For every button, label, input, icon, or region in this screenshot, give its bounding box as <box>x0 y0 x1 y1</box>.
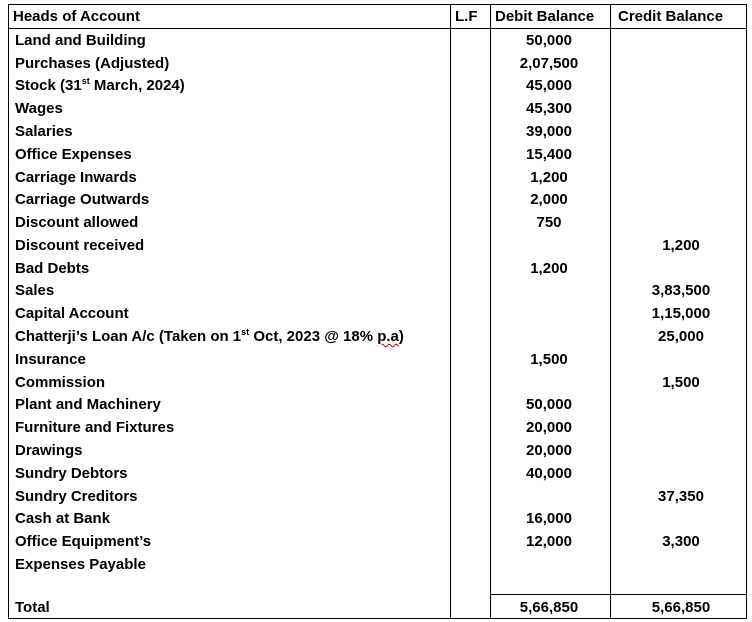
debit-value: 20,000 <box>526 419 572 436</box>
debit-value: 39,000 <box>526 123 572 140</box>
account-name: Capital Account <box>15 305 129 322</box>
total-label: Total <box>15 599 50 616</box>
header-divider <box>8 28 747 29</box>
account-name: Cash at Bank <box>15 510 111 527</box>
total-debit: 5,66,850 <box>519 599 579 616</box>
total-credit: 5,66,850 <box>651 599 711 616</box>
account-name: Bad Debts <box>15 260 90 277</box>
account-name: Carriage Outwards <box>15 191 150 208</box>
account-name: Furniture and Fixtures <box>15 419 175 436</box>
debit-value: 16,000 <box>526 510 572 527</box>
table-border-top <box>8 4 747 5</box>
total-rule-debit <box>490 594 610 595</box>
credit-value: 1,15,000 <box>651 305 711 322</box>
column-divider-lf <box>450 4 451 619</box>
total-rule-credit <box>610 594 747 595</box>
account-name: Sundry Creditors <box>15 488 138 505</box>
header-credit-balance: Credit Balance <box>618 8 724 25</box>
debit-value: 1,500 <box>530 351 568 368</box>
account-name: Plant and Machinery <box>15 396 161 413</box>
account-name: Office Equipment’s <box>15 533 152 550</box>
debit-value: 15,400 <box>526 146 572 163</box>
debit-value: 45,000 <box>526 77 572 94</box>
account-name: Discount allowed <box>15 214 139 231</box>
account-name: Insurance <box>15 351 86 368</box>
credit-value: 25,000 <box>658 328 704 345</box>
table-border-right <box>746 4 747 619</box>
account-name: Sundry Debtors <box>15 465 128 482</box>
account-name: Stock (31st March, 2024) <box>15 76 185 94</box>
account-name: Salaries <box>15 123 73 140</box>
account-name: Land and Building <box>15 32 146 49</box>
account-name: Expenses Payable <box>15 556 146 573</box>
credit-value: 3,300 <box>662 533 700 550</box>
column-divider-debit <box>490 4 491 619</box>
account-name: Sales <box>15 282 55 299</box>
debit-value: 12,000 <box>526 533 572 550</box>
table-border-left <box>8 4 9 619</box>
credit-value: 1,500 <box>662 374 700 391</box>
account-name: Carriage Inwards <box>15 169 137 186</box>
debit-value: 1,200 <box>530 260 568 277</box>
account-name: Chatterji’s Loan A/c (Taken on 1st Oct, 2023 @ 18% p.a) <box>15 327 404 345</box>
account-name: Office Expenses <box>15 146 132 163</box>
debit-value: 1,200 <box>530 169 568 186</box>
account-name: Discount received <box>15 237 145 254</box>
debit-value: 50,000 <box>526 32 572 49</box>
credit-value: 3,83,500 <box>651 282 711 299</box>
header-heads-of-account: Heads of Account <box>13 8 140 25</box>
spellcheck-flagged-word: p.a <box>377 328 399 345</box>
account-name: Purchases (Adjusted) <box>15 55 170 72</box>
debit-value: 2,07,500 <box>519 55 579 72</box>
debit-value: 20,000 <box>526 442 572 459</box>
table-border-bottom <box>8 618 747 619</box>
debit-value: 45,300 <box>526 100 572 117</box>
account-name: Drawings <box>15 442 83 459</box>
debit-value: 750 <box>536 214 562 231</box>
account-name: Commission <box>15 374 106 391</box>
account-name: Wages <box>15 100 63 117</box>
debit-value: 50,000 <box>526 396 572 413</box>
column-divider-credit <box>610 4 611 619</box>
debit-value: 40,000 <box>526 465 572 482</box>
trial-balance-table <box>8 4 747 619</box>
header-debit-balance: Debit Balance <box>495 8 595 25</box>
credit-value: 37,350 <box>658 488 704 505</box>
header-lf: L.F <box>455 8 478 25</box>
credit-value: 1,200 <box>662 237 700 254</box>
debit-value: 2,000 <box>530 191 568 208</box>
